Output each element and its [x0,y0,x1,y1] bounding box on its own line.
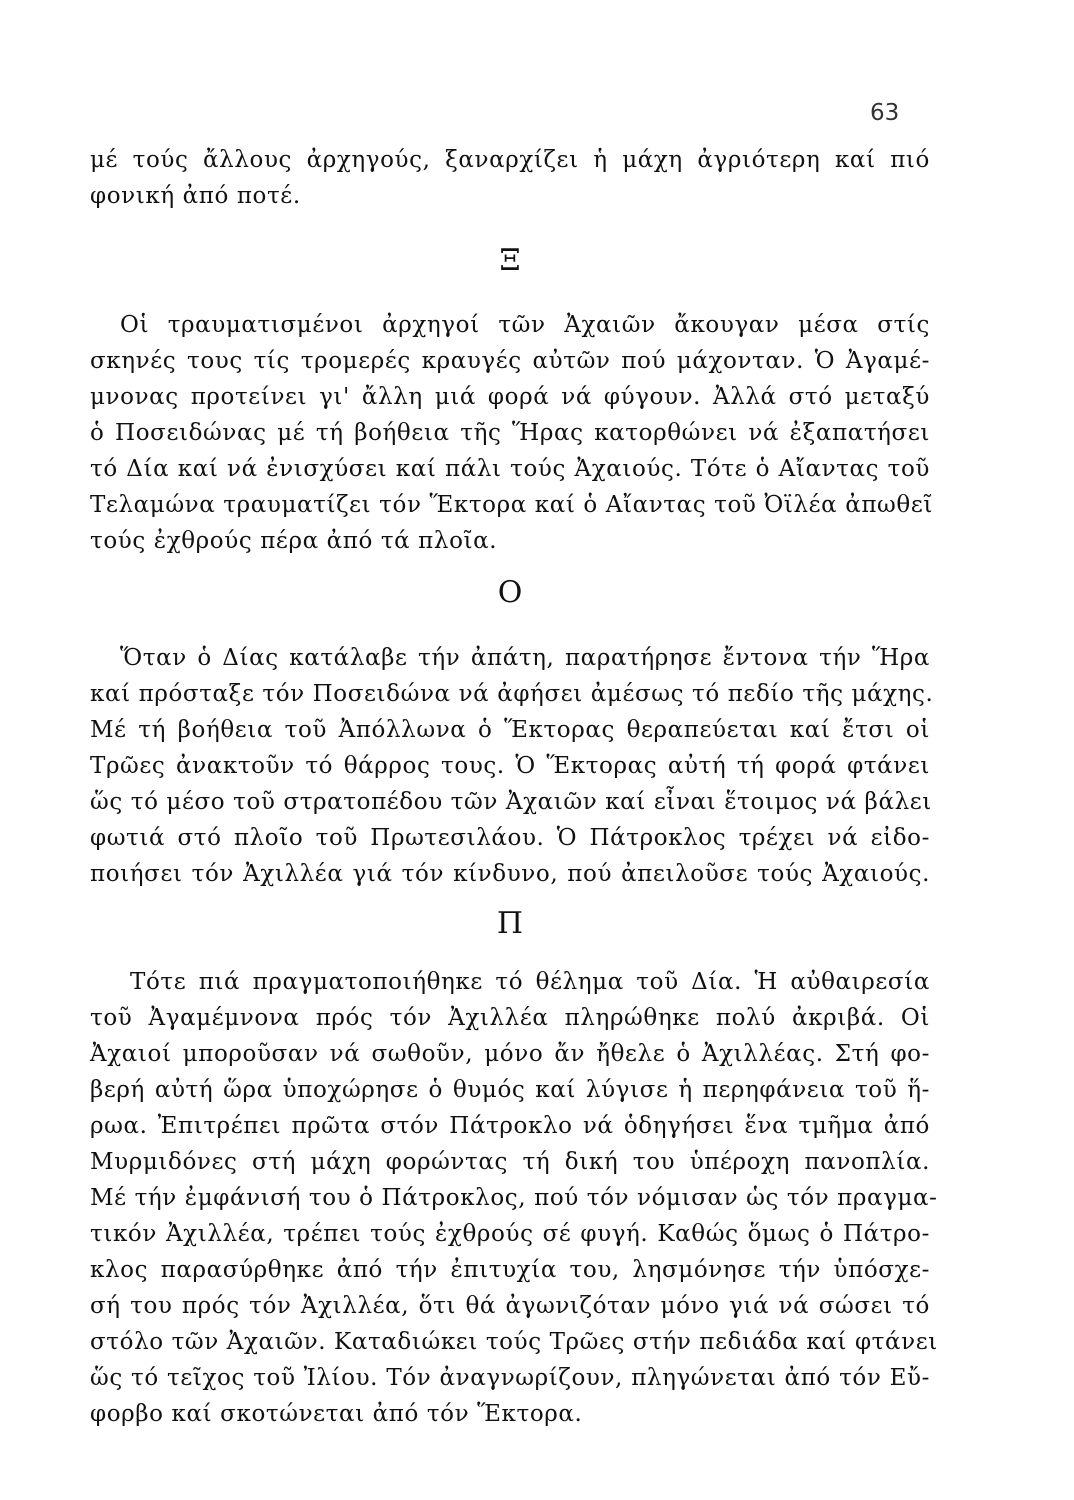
text-line: Ὅταν ὁ Δίας κατάλαβε τήν ἀπάτη, παρατήρησε ἔντονα τήν Ἥρα [120,645,930,671]
text-line: σκηνές τους τίς τρομερές κραυγές αὐτῶν πού μάχονταν. Ὁ Ἀγαμέ- [90,348,930,374]
page-number: 63 [870,100,900,126]
text-line: καί πρόσταξε τόν Ποσειδώνα νά ἀφήσει ἀμέσως τό πεδίο τῆς μάχης. [90,681,934,707]
text-line: σή του πρός τόν Ἀχιλλέα, ὅτι θά ἀγωνιζόταν μόνο γιά νά σώσει τό [90,1293,930,1319]
text-line: Μέ τήν ἐμφάνισή του ὁ Πάτροκλος, πού τόν νόμισαν ὡς τόν πραγμα- [90,1185,938,1211]
text-line: Οἱ τραυματισμένοι ἀρχηγοί τῶν Ἀχαιῶν ἄκουγαν μέσα στίς [120,312,930,338]
text-line: κλος παρασύρθηκε ἀπό τήν ἐπιτυχία του, λησμόνησε τήν ὑπόσχε- [90,1257,930,1283]
text-line: μνονας προτείνει γι' ἄλλη μιά φορά νά φύγουν. Ἀλλά στό μεταξύ [90,384,930,410]
text-line: τοῦ Ἀγαμέμνονα πρός τόν Ἀχιλλέα πληρώθηκε πολύ ἀκριβά. Οἱ [90,1005,930,1031]
text-line: ὥς τό μέσο τοῦ στρατοπέδου τῶν Ἀχαιῶν καί εἶναι ἕτοιμος νά βάλει [90,789,932,815]
section-heading: Ο [497,575,523,610]
text-line: φονική ἀπό ποτέ. [90,183,301,209]
text-line: φορβο καί σκοτώνεται ἀπό τόν Ἕκτορα. [90,1401,583,1427]
text-line: φωτιά στό πλοῖο τοῦ Πρωτεσιλάου. Ὁ Πάτροκλος τρέχει νά εἰδο- [90,825,930,851]
text-line: Μυρμιδόνες στή μάχη φορώντας τή δική του ὑπέροχη πανοπλία. [90,1149,930,1175]
text-line: μέ τούς ἄλλους ἀρχηγούς, ξαναρχίζει ἡ μάχη ἀγριότερη καί πιό [90,147,930,173]
text-line: στόλο τῶν Ἀχαιῶν. Καταδιώκει τούς Τρῶες στήν πεδιάδα καί φτάνει [90,1329,938,1355]
section-heading: Ξ [499,243,521,278]
text-line: τικόν Ἀχιλλέα, τρέπει τούς ἐχθρούς σέ φυγή. Καθώς ὅμως ὁ Πάτρο- [90,1221,930,1247]
text-line: ποιήσει τόν Ἀχιλλέα γιά τόν κίνδυνο, πού ἀπειλοῦσε τούς Ἀχαιούς. [90,861,930,887]
text-line: τό Δία καί νά ἐνισχύσει καί πάλι τούς Ἀχαιούς. Τότε ὁ Αἴαντας τοῦ [90,456,930,482]
text-line: τούς ἐχθρούς πέρα ἀπό τά πλοῖα. [90,528,498,554]
text-line: Τρῶες ἀνακτοῦν τό θάρρος τους. Ὁ Ἕκτορας αὐτή τή φορά φτάνει [90,753,930,779]
text-line: ρωα. Ἐπιτρέπει πρῶτα στόν Πάτροκλο νά ὁδηγήσει ἕνα τμῆμα ἀπό [90,1113,930,1139]
text-line: Μέ τή βοήθεια τοῦ Ἀπόλλωνα ὁ Ἕκτορας θεραπεύεται καί ἔτσι οἱ [90,717,930,743]
text-line: Τελαμώνα τραυματίζει τόν Ἕκτορα καί ὁ Αἴαντας τοῦ Ὀϊλέα ἀπωθεῖ [90,492,933,518]
text-line: ὁ Ποσειδώνας μέ τή βοήθεια τῆς Ἥρας κατορθώνει νά ἐξαπατήσει [90,420,930,446]
text-line: Τότε πιά πραγματοποιήθηκε τό θέλημα τοῦ Δία. Ἡ αὐθαιρεσία [130,969,930,995]
text-line: Ἀχαιοί μποροῦσαν νά σωθοῦν, μόνο ἄν ἤθελε ὁ Ἀχιλλέας. Στή φο- [90,1041,930,1067]
text-line: βερή αὐτή ὥρα ὑποχώρησε ὁ θυμός καί λύγισε ἡ περηφάνεια τοῦ ἥ- [90,1077,930,1103]
section-heading: Π [496,906,524,941]
text-line: ὥς τό τεῖχος τοῦ Ἰλίου. Τόν ἀναγνωρίζουν, πληγώνεται ἀπό τόν Εὔ- [90,1365,930,1391]
